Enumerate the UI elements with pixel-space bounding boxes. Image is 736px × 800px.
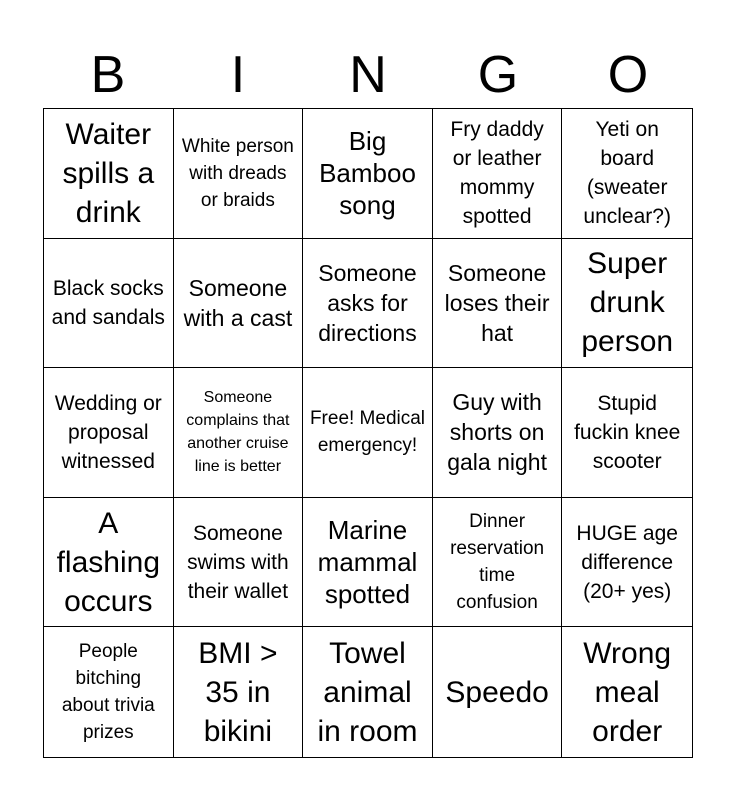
header-letter-b: B [90, 46, 126, 104]
cell-text: Marine mammal spotted [317, 515, 418, 610]
cell-text: Someone swims with their wallet [187, 521, 289, 603]
bingo-cell[interactable] [44, 109, 174, 239]
bingo-cell[interactable] [562, 239, 692, 369]
cell-text: HUGE age difference (20+ yes) [576, 521, 678, 603]
cell-text: Dinner reservation time confusion [450, 511, 545, 614]
cell-text: Someone complains that another cruise line is better [186, 389, 290, 476]
header-letter-g: G [477, 46, 519, 104]
cell-text: Free! Medical emergency! [309, 408, 426, 457]
cell-text: Stupid fuckin knee scooter [574, 391, 681, 473]
cell-text: Someone loses their hat [444, 259, 550, 346]
bingo-cell[interactable] [174, 498, 304, 628]
bingo-cell[interactable] [174, 109, 304, 239]
bingo-cell[interactable] [303, 627, 433, 757]
cell-text: Big Bamboo song [319, 126, 416, 221]
bingo-cell[interactable] [303, 109, 433, 239]
cell-text: Yeti on board (sweater unclear?) [583, 118, 671, 229]
header-letter-o: O [607, 46, 649, 104]
cell-text: Wedding or proposal witnessed [54, 391, 162, 473]
bingo-cell[interactable] [44, 368, 174, 498]
bingo-cell[interactable] [44, 498, 174, 628]
bingo-cell[interactable] [174, 368, 304, 498]
bingo-cell[interactable] [562, 498, 692, 628]
bingo-cell[interactable] [433, 368, 563, 498]
bingo-board [43, 108, 693, 758]
header-letter-i: I [230, 46, 246, 104]
bingo-cell[interactable] [174, 239, 304, 369]
cell-text: Someone asks for directions [318, 259, 417, 346]
cell-text: Guy with shorts on gala night [447, 389, 547, 476]
bingo-cell[interactable] [303, 239, 433, 369]
bingo-cell[interactable] [433, 109, 563, 239]
bingo-cell[interactable] [433, 239, 563, 369]
cell-text: Someone with a cast [183, 274, 293, 331]
bingo-cell[interactable] [44, 627, 174, 757]
cell-text: Black socks and sandals [51, 276, 165, 329]
cell-text: Wrong meal order [583, 636, 672, 748]
bingo-cell[interactable] [303, 368, 433, 498]
bingo-cell[interactable] [433, 627, 563, 757]
cell-text: Towel animal in room [317, 636, 418, 748]
cell-text: People bitching about trivia prizes [61, 641, 155, 744]
bingo-header [43, 40, 693, 106]
bingo-cell[interactable] [44, 239, 174, 369]
header-letter-n: N [349, 46, 387, 104]
cell-text: Fry daddy or leather mommy spotted [450, 118, 544, 229]
bingo-cell[interactable] [562, 627, 692, 757]
bingo-cell[interactable] [433, 498, 563, 628]
cell-text: Speedo [445, 675, 549, 709]
bingo-cell[interactable] [174, 627, 304, 757]
cell-text: BMI > 35 in bikini [198, 636, 278, 748]
cell-text: White person with dreads or braids [181, 135, 294, 211]
bingo-cell[interactable] [562, 368, 692, 498]
bingo-cell[interactable] [303, 498, 433, 628]
bingo-cell[interactable] [562, 109, 692, 239]
cell-text: Waiter spills a drink [62, 117, 155, 229]
cell-text: A flashing occurs [56, 506, 160, 618]
cell-text: Super drunk person [581, 247, 674, 359]
